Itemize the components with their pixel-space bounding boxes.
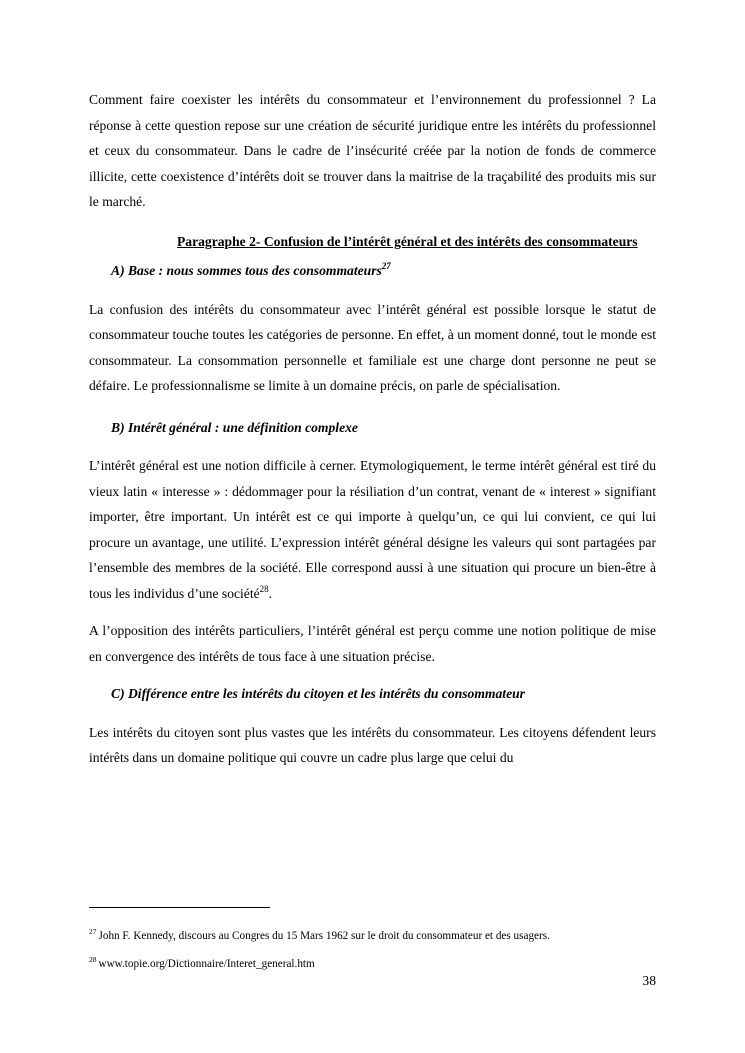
section-b-body-2: A l’opposition des intérêts particuliers, l’intérêt général est perçu comme une notion politique de mise en convergence des intérêts de tous face à une situation précise. bbox=[89, 623, 656, 664]
section-c-title: C) Différence entre les intérêts du citoyen et les intérêts du consommateur bbox=[111, 686, 525, 701]
footnote-ref-27: 27 bbox=[381, 261, 391, 271]
section-c-body: Les intérêts du citoyen sont plus vastes que les intérêts du consommateur. Les citoyens défendent leurs intérêts dans un domaine politique qui couvre un cadre plus large que celui du bbox=[89, 724, 656, 765]
section-a-body: La confusion des intérêts du consommateur avec l’intérêt général est possible lorsque le statut de consommateur touche toutes les catégories de personne. En effet, à un moment donné, tout le monde est consommateur. La consommation personnelle et familiale est une charge dont personne ne peut se défaire. Le professionnalisme se limite à un domaine précis, on parle de spécialisation. bbox=[89, 301, 656, 393]
footnote-27-text: John F. Kennedy, discours au Congres du 15 Mars 1962 sur le droit du consommateur et des usagers. bbox=[98, 930, 550, 942]
section-b-body-1-end: . bbox=[268, 585, 273, 601]
footnote-27 bbox=[89, 929, 550, 943]
page-body bbox=[89, 87, 656, 771]
footnote-27-number: 27 bbox=[89, 927, 97, 936]
paragraph-heading: Paragraphe 2- Confusion de l’intérêt général et des intérêts des consommateurs bbox=[177, 233, 638, 249]
section-a-title-text: A) Base : nous sommes tous des consommateurs bbox=[111, 263, 382, 278]
section-b-body-1 bbox=[89, 453, 656, 606]
footnote-28-number: 28 bbox=[89, 955, 97, 964]
footnote-28 bbox=[89, 957, 315, 971]
footnote-ref-28: 28 bbox=[259, 583, 269, 594]
page-number: 38 bbox=[642, 973, 656, 988]
section-a-title bbox=[111, 258, 656, 284]
section-b-body-1-text: L’intérêt général est une notion difficile à cerner. Etymologiquement, le terme intérêt général est tiré du vieux latin « interesse » : dédommager pour la résiliation d’un contrat, venant de « interest » signifiant importer, être important. Un intérêt est ce qui importe à quelqu’un, ce qui lui convient, ce qui lui procure un avantage, une utilité. L’expression intérêt général désigne les valeurs qui sont partagées par l’ensemble des membres de la société. Elle correspond aussi à une situation qui procure un bien-être à tous les individus d’une société bbox=[89, 458, 656, 601]
footnote-28-text: www.topie.org/Dictionnaire/Interet_general.htm bbox=[98, 958, 315, 970]
intro-paragraph: Comment faire coexister les intérêts du consommateur et l’environnement du professionnel ? La réponse à cette question repose sur une création de sécurité juridique entre les intérêts du professionnel et ceux du consommateur. Dans le cadre de l’insécurité créée par la notion de fonds de commerce illicite, cette coexistence d’intérêts doit se trouver dans la maitrise de la traçabilité des produits mis sur le marché. bbox=[89, 92, 656, 209]
footnote-separator bbox=[89, 907, 270, 908]
section-b-title: B) Intérêt général : une définition complexe bbox=[111, 419, 358, 435]
